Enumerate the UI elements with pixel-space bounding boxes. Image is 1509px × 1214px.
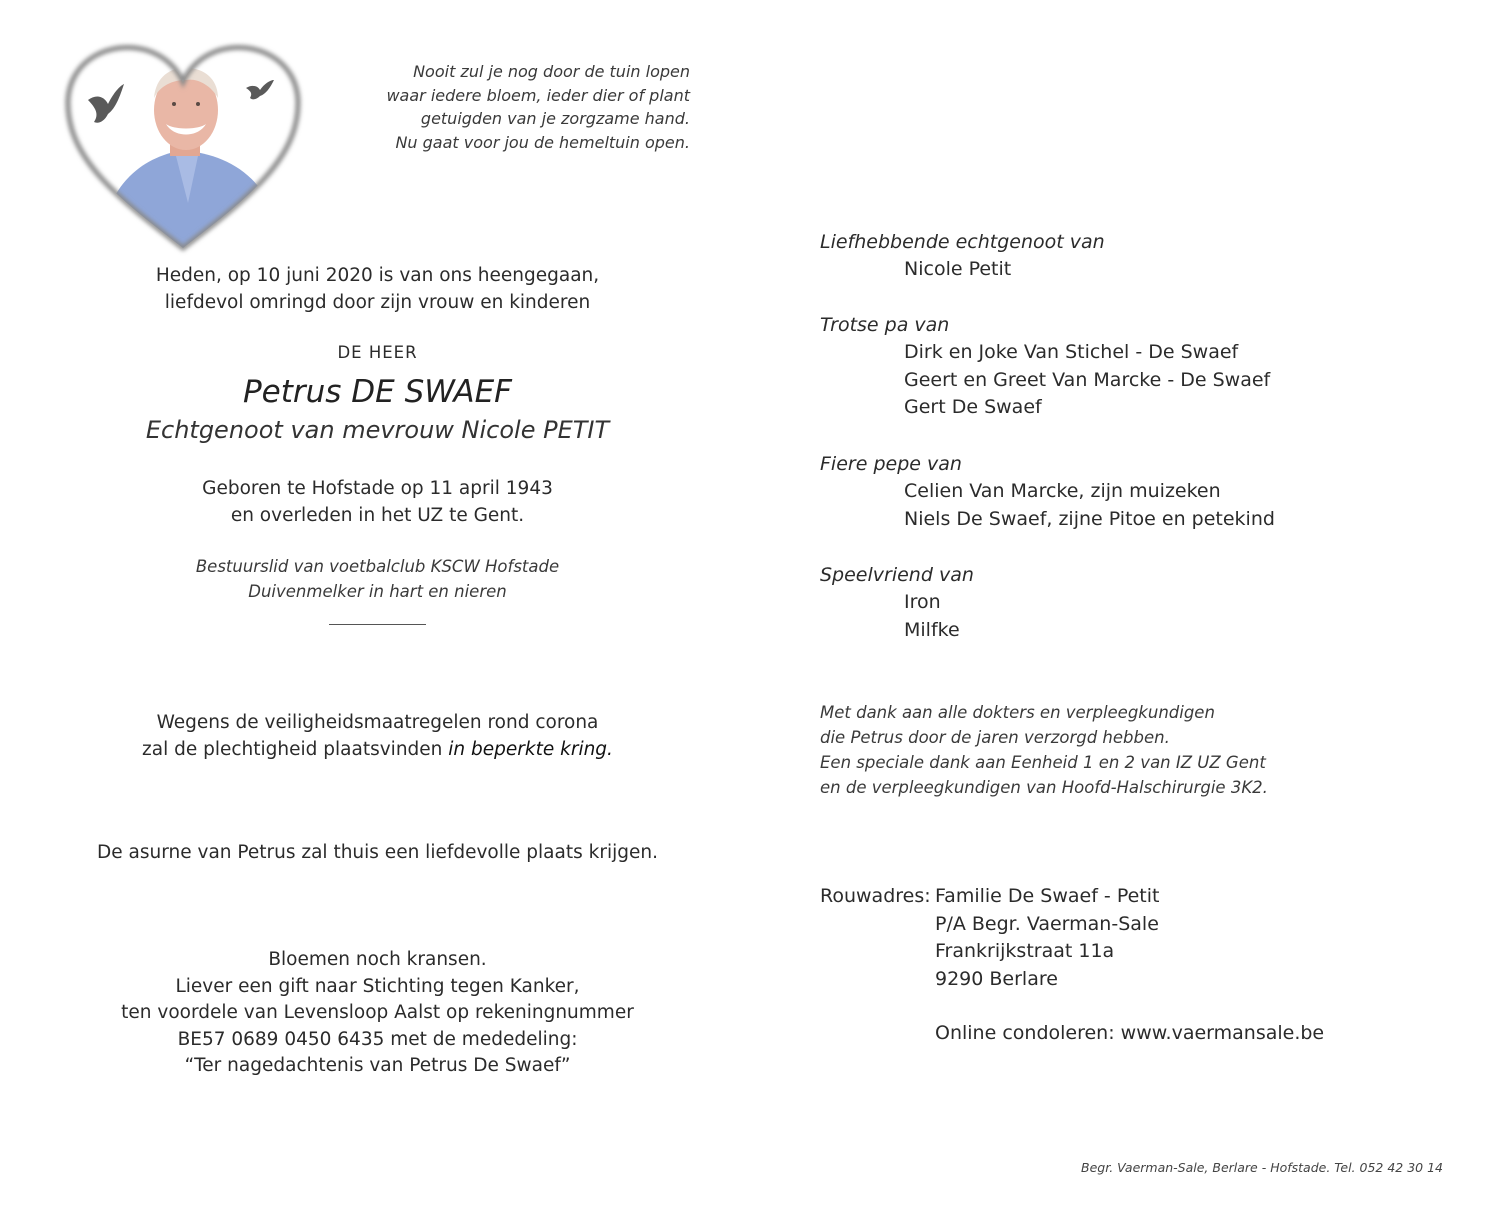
divider	[329, 624, 426, 625]
birth-death-info	[90, 475, 665, 529]
section-heading: Speelvriend van	[820, 564, 974, 586]
poem-line: waar iedere bloem, ieder dier of plant	[386, 85, 690, 105]
family-member: Nicole Petit	[904, 258, 1012, 280]
ceremony-text: zal de plechtigheid plaatsvinden	[142, 739, 449, 760]
honorific-title: DE HEER	[337, 343, 418, 362]
thanks-line: Een speciale dank aan Eenheid 1 en 2 van IZ UZ Gent	[820, 753, 1266, 772]
spouse-line: Echtgenoot van mevrouw Nicole PETIT	[145, 416, 610, 444]
funeral-home-footer: Begr. Vaerman-Sale, Berlare - Hofstade. Tel. 052 42 30 14	[1081, 1160, 1443, 1175]
memorial-poem	[330, 60, 690, 154]
address-line: P/A Begr. Vaerman-Sale	[935, 912, 1159, 935]
thanks-line: en de verpleegkundigen van Hoofd-Halschirurgie 3K2.	[820, 778, 1268, 797]
announcement-intro	[90, 262, 665, 316]
section-heading: Fiere pepe van	[820, 453, 962, 475]
poem-line: getuigden van je zorgzame hand.	[420, 109, 690, 128]
urn-notice: De asurne van Petrus zal thuis een liefdevolle plaats krijgen.	[97, 842, 658, 863]
section-heading: Liefhebbende echtgenoot van	[820, 231, 1105, 253]
friends-section	[820, 561, 974, 644]
poem-line: Nu gaat voor jou de hemeltuin open.	[395, 132, 690, 152]
ceremony-line: Wegens de veiligheidsmaatregelen rond corona	[156, 712, 599, 733]
address-line: 9290 Berlare	[935, 968, 1058, 991]
family-member: Milfke	[904, 618, 960, 641]
thanks-line: Met dank aan alle dokters en verpleegkundigen	[820, 703, 1215, 722]
ceremony-line	[90, 736, 665, 763]
section-heading: Trotse pa van	[820, 314, 950, 336]
donation-line: “Ter nagedachtenis van Petrus De Swaef”	[184, 1055, 571, 1076]
family-member: Iron	[904, 591, 941, 613]
family-member: Dirk en Joke Van Stichel - De Swaef	[904, 341, 1239, 363]
portrait-heart	[58, 38, 308, 258]
address-label: Rouwadres:	[820, 885, 931, 907]
poem-line: Nooit zul je nog door de tuin lopen	[413, 62, 690, 81]
grandchildren-section	[820, 450, 1275, 533]
donation-line: Bloemen noch kransen.	[268, 949, 487, 970]
family-member: Celien Van Marcke, zijn muizeken	[904, 480, 1221, 502]
ceremony-emphasis: in beperkte kring.	[448, 739, 613, 760]
donation-line: ten voordele van Levensloop Aalst op rekeningnummer	[121, 1002, 634, 1023]
address-row	[820, 883, 1159, 911]
spouse-section	[820, 228, 1105, 284]
family-member: Niels De Swaef, zijne Pitoe en petekind	[904, 507, 1275, 530]
mourning-address	[820, 883, 1159, 994]
children-section	[820, 311, 1270, 422]
role-line: Duivenmelker in hart en nieren	[248, 582, 507, 601]
address-line: Familie De Swaef - Petit	[935, 885, 1160, 907]
donation-line: Liever een gift naar Stichting tegen Kanker,	[175, 975, 580, 997]
birth-line: Geboren te Hofstade op 11 april 1943	[202, 478, 553, 499]
deceased-name: Petrus DE SWAEF	[242, 374, 513, 410]
donation-line: BE57 0689 0450 6435 met de mededeling:	[177, 1028, 578, 1050]
address-line: Frankrijkstraat 11a	[935, 940, 1115, 963]
online-condolence: Online condoleren: www.vaermansale.be	[935, 1022, 1325, 1044]
intro-line: liefdevol omringd door zijn vrouw en kinderen	[164, 292, 591, 313]
family-member: Gert De Swaef	[904, 396, 1042, 418]
ceremony-notice	[90, 709, 665, 763]
family-member: Geert en Greet Van Marcke - De Swaef	[904, 368, 1271, 391]
donation-notice	[90, 947, 665, 1080]
death-line: en overleden in het UZ te Gent.	[230, 505, 525, 526]
roles-info	[90, 554, 665, 604]
role-line: Bestuurslid van voetbalclub KSCW Hofstade	[195, 557, 560, 576]
thanks-line: die Petrus door de jaren verzorgd hebben.	[820, 728, 1170, 747]
intro-line: Heden, op 10 juni 2020 is van ons heengegaan,	[155, 265, 600, 286]
thanks-note	[820, 700, 1268, 800]
